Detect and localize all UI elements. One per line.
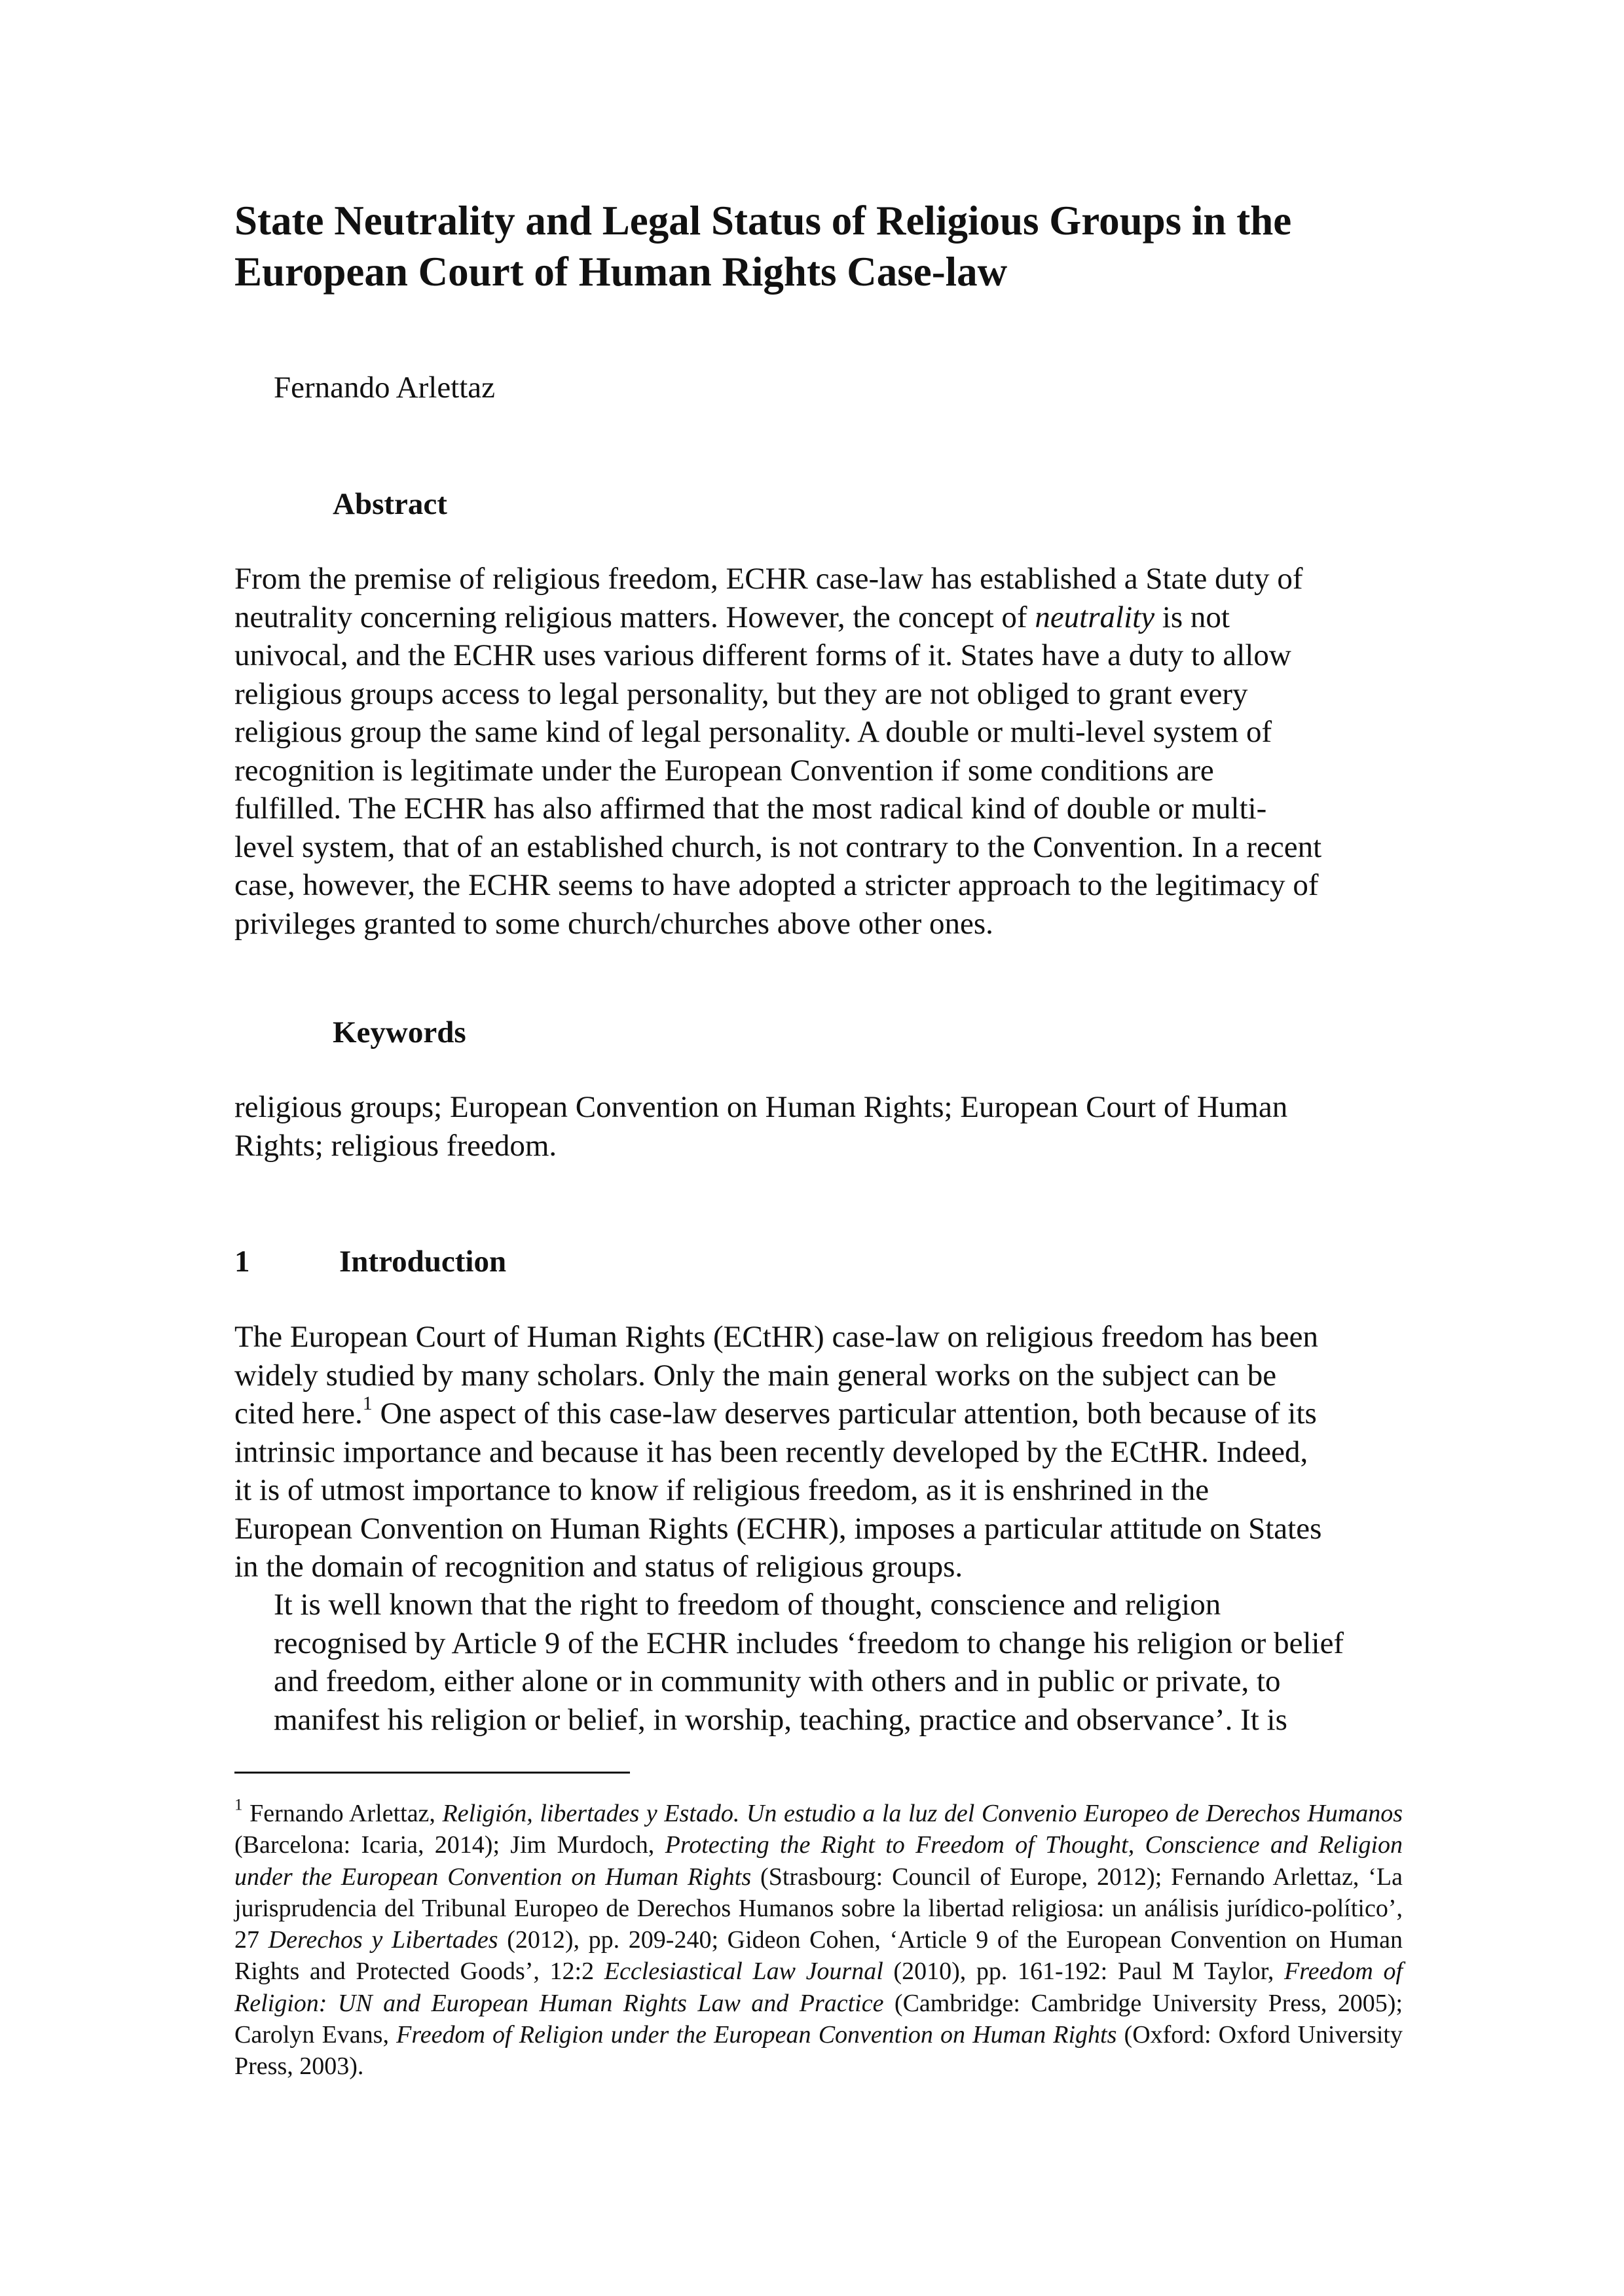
text-line: widely studied by many scholars. Only the main general works on the subject can be: [234, 1358, 1277, 1393]
text-line: manifest his religion or belief, in worship, teaching, practice and observance’. It is: [274, 1702, 1287, 1737]
text-line: neutrality concerning religious matters. However, the concept of neutrality is not: [234, 600, 1230, 634]
introduction-heading: [234, 1242, 506, 1281]
italic-text: Protecting the Right to Freedom of Thought, Conscience and Religion under the European Convention on Human Rights: [234, 1831, 1403, 1891]
footnote-1: [234, 1798, 1403, 2083]
text-line: religious groups access to legal personality, but they are not obliged to grant every: [234, 676, 1248, 711]
italic-text: neutrality: [1035, 600, 1155, 634]
text-line: European Convention on Human Rights (ECHR), imposes a particular attitude on States: [234, 1511, 1322, 1546]
italic-text: Derechos y Libertades: [268, 1926, 498, 1954]
keywords-heading: Keywords: [333, 1015, 466, 1049]
keywords-text: [234, 1088, 1400, 1165]
text-line: fulfilled. The ECHR has also affirmed that the most radical kind of double or multi-: [234, 792, 1267, 826]
text-line: religious groups; European Convention on Human Rights; European Court of Human: [234, 1090, 1288, 1124]
author-name: Fernando Arlettaz: [274, 371, 496, 405]
text-line: The European Court of Human Rights (ECtHR) case-law on religious freedom has been: [234, 1320, 1319, 1354]
footnote-separator: [234, 1772, 630, 1774]
italic-text: Ecclesiastical Law Journal: [604, 1958, 883, 1986]
text-line: and freedom, either alone or in community with others and in public or private, to: [274, 1664, 1281, 1698]
text-line: it is of utmost importance to know if religious freedom, as it is enshrined in the: [234, 1473, 1209, 1507]
footnote-text: Fernando Arlettaz, Religión, libertades y Estado. Un estudio a la luz del Convenio Europeo de Derechos Humanos (Barcelona: Icaria, 2014); Jim Murdoch, Protecting the Right to Freedom of Thought, Conscience and Religion under the European Convention on Human Rights (Strasbourg: Council of Europe, 2012); Fernando Arlettaz, ‘La jurisprudencia del Tribunal Europeo de Derechos Humanos sobre la libertad religiosa: un análisis jurídico-político’, 27 Derechos y Libertades (2012), pp. 209-240; Gideon Cohen, ‘Article 9 of the European Convention on Human Rights and Protected Goods’, 12:2 Ecclesiastical Law Journal (2010), pp. 161-192: Paul M Taylor, Freedom of Religion: UN and European Human Rights Law and Practice (Cambridge: Cambridge University Press, 2005); Carolyn Evans, Freedom of Religion under the European Convention on Human Rights (Oxford: Oxford University Press, 2003).: [234, 1800, 1403, 2081]
italic-text: Religión, libertades y Estado. Un estudio a la luz del Convenio Europeo de Derechos Humanos: [442, 1800, 1403, 1827]
text-line: It is well known that the right to freedom of thought, conscience and religion: [274, 1588, 1221, 1622]
text-line: religious group the same kind of legal personality. A double or multi-level system of: [234, 715, 1272, 749]
italic-text: Freedom of Religion under the European Convention on Human Rights: [396, 2021, 1117, 2049]
footnote-reference[interactable]: 1: [362, 1393, 373, 1414]
text-line: privileges granted to some church/churches above other ones.: [234, 906, 993, 941]
text-line: level system, that of an established church, is not contrary to the Convention. In a recent: [234, 829, 1322, 864]
abstract-heading: Abstract: [333, 487, 447, 521]
section-title: Introduction: [339, 1245, 507, 1279]
text-line: cited here.$^1$ One aspect of this case-law deserves particular attention, both because of its: [234, 1393, 1317, 1430]
footnote-number: 1: [234, 1796, 243, 1814]
text-line: From the premise of religious freedom, ECHR case-law has established a State duty of: [234, 562, 1303, 596]
section-number: 1: [234, 1245, 250, 1279]
abstract-text: [234, 560, 1400, 943]
text-line: in the domain of recognition and status of religious groups.: [234, 1550, 963, 1584]
text-line: Rights; religious freedom.: [234, 1128, 557, 1163]
text-line: univocal, and the ECHR uses various different forms of it. States have a duty to allow: [234, 638, 1291, 672]
text-line: recognised by Article 9 of the ECHR includes ‘freedom to change his religion or belief: [274, 1626, 1344, 1660]
text-line: recognition is legitimate under the European Convention if some conditions are: [234, 753, 1214, 788]
paper-title: State Neutrality and Legal Status of Religious Groups in the European Court of Human Rights Case-law: [234, 198, 1292, 295]
introduction-paragraph-1: [234, 1318, 1400, 1586]
text-line: case, however, the ECHR seems to have adopted a stricter approach to the legitimacy of: [234, 868, 1319, 902]
text-line: intrinsic importance and because it has been recently developed by the ECtHR. Indeed,: [234, 1434, 1308, 1469]
italic-text: Freedom of Religion: UN and European Human Rights Law and Practice: [234, 1958, 1403, 2017]
introduction-paragraph-2: [234, 1586, 1400, 1739]
